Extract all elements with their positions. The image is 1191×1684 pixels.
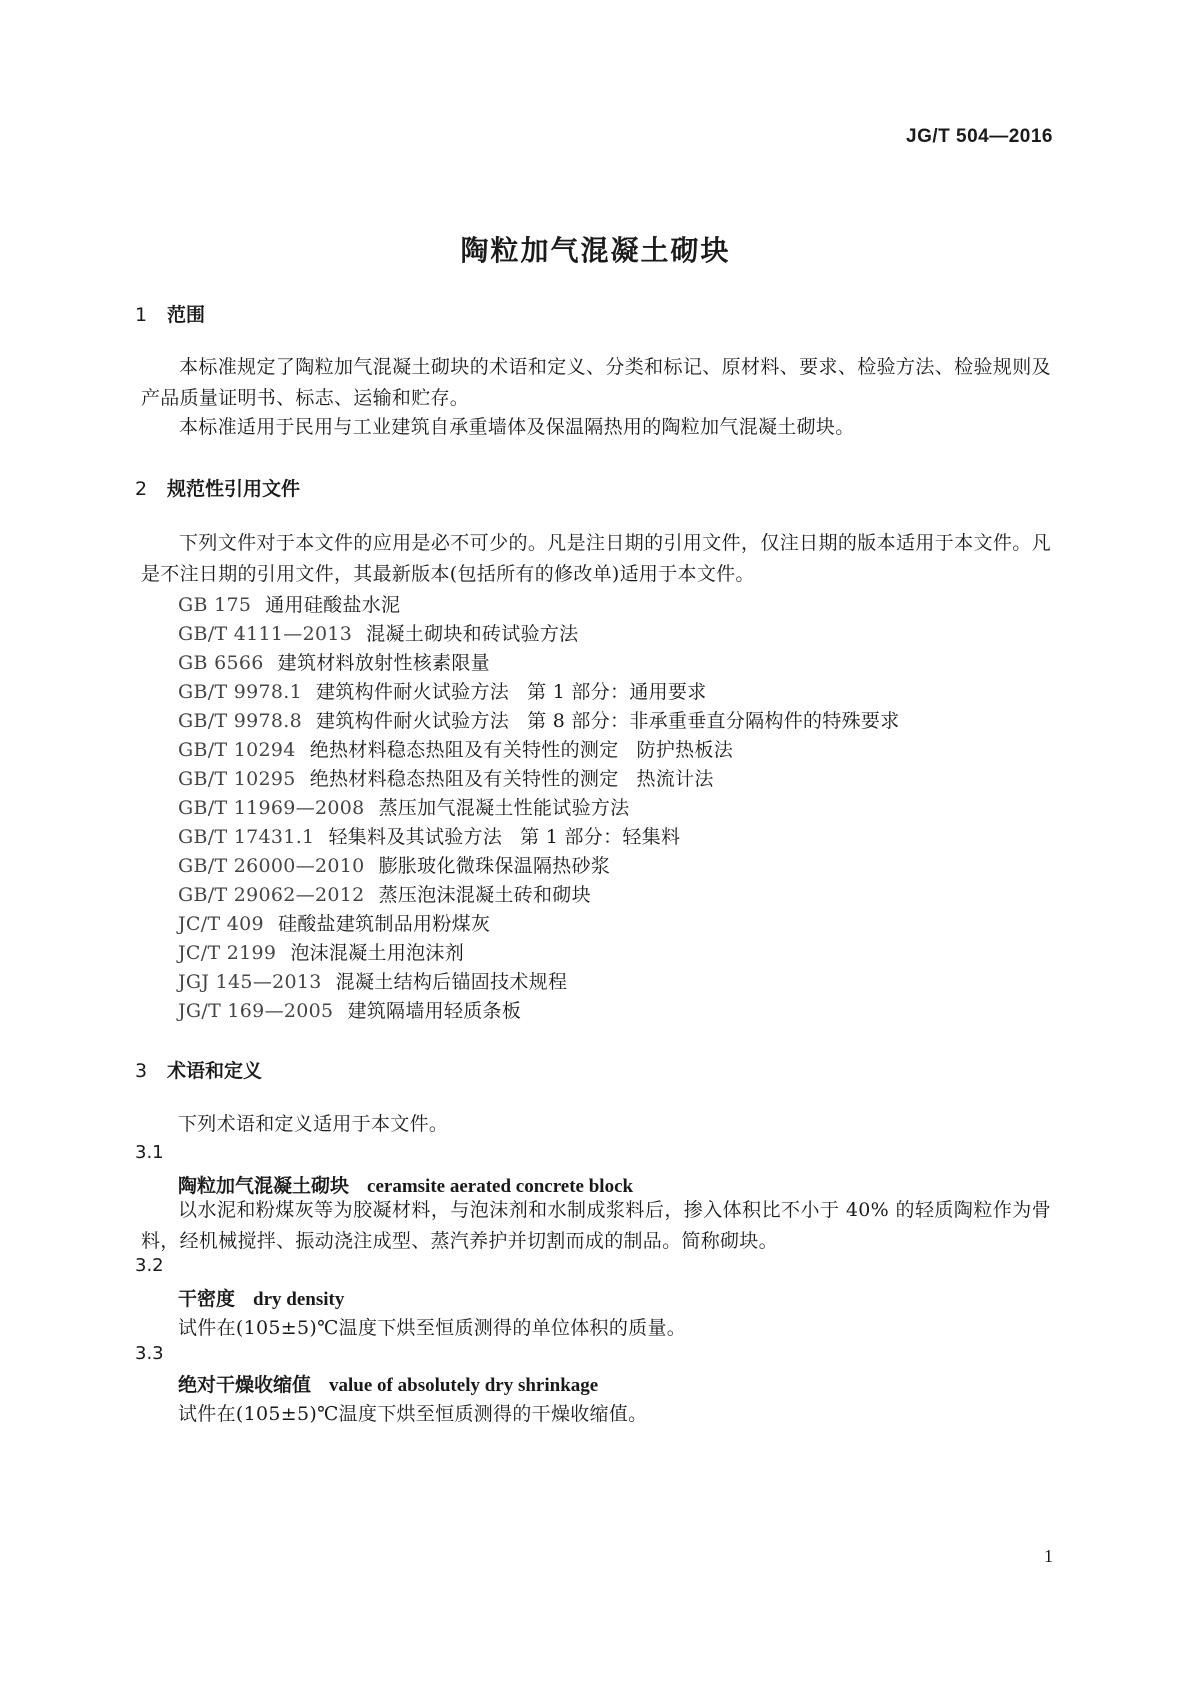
reference-item — [178, 735, 733, 762]
section-heading-normative-references — [135, 474, 300, 501]
document-title: 陶粒加气混凝土砌块 — [460, 234, 731, 267]
section-heading-scope — [135, 300, 205, 327]
reference-item — [178, 938, 482, 965]
reference-title: 轻集料及其试验方法 — [328, 826, 503, 848]
clause-number: 3.3 — [135, 1343, 164, 1364]
reference-code: GB/T 29062—2012 — [178, 884, 365, 906]
reference-code: GB 6566 — [178, 652, 264, 674]
term-en: ceramsite aerated concrete block — [367, 1176, 634, 1197]
reference-item — [178, 619, 596, 646]
reference-title: 绝热材料稳态热阻及有关特性的测定 — [309, 739, 619, 761]
reference-item — [178, 706, 900, 733]
reference-subtitle: 第 1 部分：轻集料 — [520, 826, 681, 848]
reference-code: GB/T 9978.1 — [178, 681, 303, 703]
section-title: 范围 — [167, 304, 206, 326]
terms-intro: 下列术语和定义适用于本文件。 — [178, 1113, 449, 1135]
term-heading — [178, 1171, 633, 1198]
reference-item — [178, 880, 609, 907]
clause-number: 3.2 — [135, 1255, 164, 1276]
reference-title: 混凝土结构后锚固技术规程 — [335, 971, 568, 993]
reference-code: GB/T 10294 — [178, 739, 296, 761]
reference-subtitle: 第 8 部分：非承重垂直分隔构件的特殊要求 — [527, 710, 900, 732]
section-title: 术语和定义 — [167, 1060, 263, 1082]
reference-code: GB/T 26000—2010 — [178, 855, 365, 877]
term-definition: 以水泥和粉煤灰等为胶凝材料，与泡沫剂和水制成浆料后，掺入体积比不小于 40% 的轻质陶粒作为骨料，经机械搅拌、振动浇注成型、蒸汽养护并切割而成的制品。简称砌块。 — [141, 1199, 1051, 1252]
reference-title: 膨胀玻化微珠保温隔热砂浆 — [378, 855, 611, 877]
reference-title: 混凝土砌块和砖试验方法 — [366, 623, 579, 645]
section-heading-terms — [135, 1056, 262, 1083]
reference-title: 硅酸盐建筑制品用粉煤灰 — [277, 913, 491, 935]
reference-code: JG/T 169—2005 — [178, 1000, 334, 1022]
normative-intro-paragraph: 下列文件对于本文件的应用是必不可少的。凡是注日期的引用文件，仅注日期的版本适用于本文件。凡是不注日期的引用文件，其最新版本(包括所有的修改单)适用于本文件。 — [141, 532, 1051, 585]
reference-title: 通用硅酸盐水泥 — [265, 594, 401, 616]
reference-item — [178, 648, 508, 675]
section-number: 1 — [135, 304, 148, 326]
reference-code: JC/T 409 — [178, 913, 264, 935]
reference-item — [178, 822, 680, 849]
reference-code: JC/T 2199 — [178, 942, 277, 964]
term-heading — [178, 1284, 344, 1311]
reference-item — [178, 677, 707, 704]
reference-title: 建筑构件耐火试验方法 — [316, 681, 510, 703]
reference-item — [178, 764, 714, 791]
reference-item — [178, 996, 539, 1023]
term-zh: 陶粒加气混凝土砌块 — [178, 1175, 350, 1197]
reference-title: 绝热材料稳态热阻及有关特性的测定 — [309, 768, 619, 790]
reference-subtitle: 防护热板法 — [636, 739, 734, 761]
reference-title: 建筑构件耐火试验方法 — [316, 710, 510, 732]
reference-code: GB/T 11969—2008 — [178, 797, 365, 819]
reference-item — [178, 793, 647, 820]
term-zh: 绝对干燥收缩值 — [178, 1374, 312, 1396]
reference-subtitle: 热流计法 — [636, 768, 714, 790]
term-definition: 试件在(105±5)℃温度下烘至恒质测得的单位体积的质量。 — [178, 1317, 687, 1339]
reference-code: GB 175 — [178, 594, 252, 616]
reference-code: GB/T 10295 — [178, 768, 296, 790]
scope-paragraph-2: 本标准适用于民用与工业建筑自承重墙体及保温隔热用的陶粒加气混凝土砌块。 — [179, 416, 855, 438]
reference-title: 泡沫混凝土用泡沫剂 — [290, 942, 465, 964]
reference-subtitle: 第 1 部分：通用要求 — [527, 681, 707, 703]
clause-number: 3.1 — [135, 1142, 164, 1163]
reference-title: 蒸压泡沫混凝土砖和砌块 — [378, 884, 591, 906]
scope-paragraph-1: 本标准规定了陶粒加气混凝土砌块的术语和定义、分类和标记、原材料、要求、检验方法、检验规则及产品质量证明书、标志、运输和贮存。 — [141, 356, 1051, 409]
reference-item — [178, 851, 628, 878]
page-number: 1 — [1044, 1546, 1053, 1566]
reference-code: JGJ 145—2013 — [178, 971, 322, 993]
section-number: 2 — [135, 478, 148, 500]
term-en: dry density — [253, 1289, 345, 1310]
reference-title: 建筑隔墙用轻质条板 — [347, 1000, 522, 1022]
reference-code: GB/T 9978.8 — [178, 710, 303, 732]
reference-code: GB/T 17431.1 — [178, 826, 315, 848]
section-title: 规范性引用文件 — [167, 478, 301, 500]
reference-title: 蒸压加气混凝土性能试验方法 — [378, 797, 630, 819]
section-number: 3 — [135, 1060, 148, 1082]
standard-code: JG/T 504—2016 — [906, 126, 1053, 147]
term-heading — [178, 1370, 598, 1397]
term-definition: 试件在(105±5)℃温度下烘至恒质测得的干燥收缩值。 — [178, 1403, 648, 1425]
reference-item — [178, 967, 585, 994]
term-en: value of absolutely dry shrinkage — [329, 1375, 599, 1396]
reference-code: GB/T 4111—2013 — [178, 623, 353, 645]
reference-item — [178, 590, 418, 617]
reference-item — [178, 909, 508, 936]
reference-title: 建筑材料放射性核素限量 — [277, 652, 490, 674]
term-zh: 干密度 — [178, 1288, 236, 1310]
